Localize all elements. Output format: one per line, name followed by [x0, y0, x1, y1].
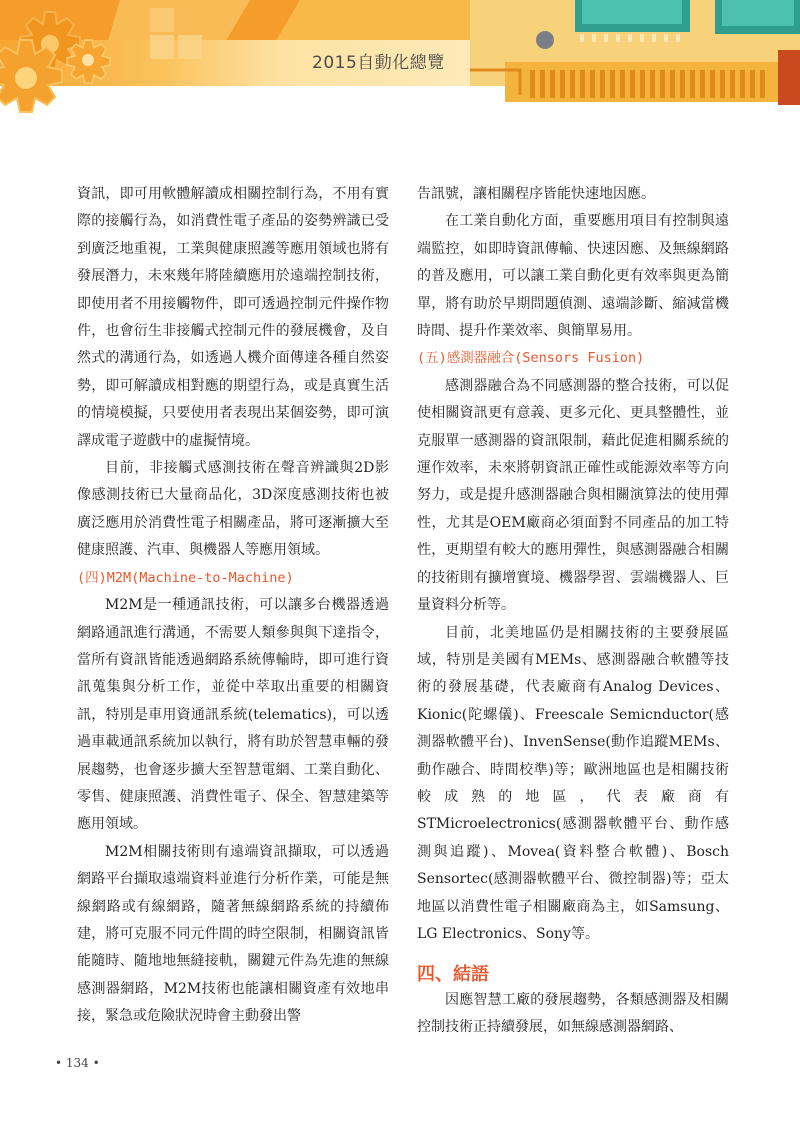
paragraph: 因應智慧工廠的發展趨勢，各類感測器及相關控制技術正持續發展，如無線感測器網路、: [417, 991, 729, 1036]
paragraph: 告訊號，讓相關程序皆能快速地因應。: [417, 186, 655, 202]
paragraph: 目前，北美地區仍是相關技術的主要發展區域，特別是美國有MEMs、感測器融合軟體等技術的發展基礎，代表廠商有Analog Devices、Kionic(陀螺儀)、Freescale Semicnductor(感測器軟體平台)、InvenSense(動作追蹤MEMs、動作融合、時間校準)等；歐洲地區也是相關技術較成熟的地區，代表廠商有STMicroelectronics(感測器軟體平台、動作感測與追蹤)、Movea(資料整合軟體)、Bosch Sensortec(感測器軟體平台、微控制器)等；亞太地區以消費性電子相關廠商為主，如Samsung、LG Electronics、Sony等。: [417, 624, 729, 942]
paragraph: 在工業自動化方面，重要應用項目有控制與遠端監控，如即時資訊傳輸、快速因應、及無線網路的普及應用，可以讓工業自動化更有效率與更為簡單，將有助於早期問題偵測、遠端診斷、縮減當機時間、提升作業效率、與簡單易用。: [417, 213, 729, 340]
paragraph: 資訊，即可用軟體解讀成相關控制行為，不用有實際的接觸行為，如消費性電子產品的姿勢辨識已受到廣泛地重視，工業與健康照護等應用領域也將有發展潛力，未來幾年將陸續應用於遠端控制技術，即使用者不用接觸物件，即可透過控制元件操作物件，也會衍生非接觸式控制元件的發展機會，及自然式的溝通行為，如透過人機介面傳達各種自然姿勢，即可解讀成相對應的期望行為，或是真實生活的情境模擬，只要使用者表現出某個姿勢，即可演譯成電子遊戲中的虛擬情境。: [77, 186, 389, 449]
paragraph: 感測器融合為不同感測器的整合技術，可以促使相關資訊更有意義、更多元化、更具整體性，並克服單一感測器的資訊限制，藉此促進相關系統的運作效率，未來將朝資訊正確性或能源效率等方向努力，或是提升感測器融合與相關演算法的使用彈性，尤其是OEM廠商必須面對不同產品的加工特性，更期望有較大的應用彈性，與感測器融合相關的技術則有擴增實境、機器學習、雲端機器人、巨量資料分析等。: [417, 377, 729, 614]
paragraph: M2M是一種通訊技術，可以讓多台機器透過網路通訊進行溝通，不需要人類參與與下達指令，當所有資訊皆能透過網路系統傳輸時，即可進行資訊蒐集與分析工作，並從中萃取出重要的相關資訊，特別是車用資通訊系統(telematics)，可以透過車載通訊系統加以執行，將有助於智慧車輛的發展趨勢，也會逐步擴大至智慧電網、工業自動化、零售、健康照護、消費性電子、保全、智慧建築等應用領域。: [77, 597, 389, 833]
left-column: [77, 181, 389, 1031]
paragraph: M2M相關技術則有遠端資訊擷取，可以透過網路平台擷取遠端資料並進行分析作業，可能是無線網路或有線網路，隨著無線網路系統的持續佈建，將可克服不同元件間的時空限制，相關資訊皆能隨時、隨地地無縫接軌，關鍵元件為先進的無線感測器網路，M2M技術也能讓相關資產有效地串接，緊急或危險狀況時會主動發出警: [77, 843, 389, 1025]
subsection-heading-sensor-fusion: (五)感測器融合(Sensors Fusion): [417, 350, 645, 367]
subsection-heading-m2m: (四)M2M(Machine-to-Machine): [77, 569, 294, 586]
running-title: 2015自動化總覽: [312, 53, 445, 73]
section-heading-conclusion: 四、結語: [417, 964, 489, 986]
page-number: • 134 •: [55, 1056, 100, 1070]
page-header-banner: [0, 0, 800, 115]
paragraph: 目前，非接觸式感測技術在聲音辨識與2D影像感測技術已大量商品化，3D深度感測技術也被廣泛應用於消費性電子相關產品，將可逐漸擴大至健康照護、汽車、與機器人等應用領域。: [77, 460, 389, 559]
right-column: [417, 181, 729, 1042]
